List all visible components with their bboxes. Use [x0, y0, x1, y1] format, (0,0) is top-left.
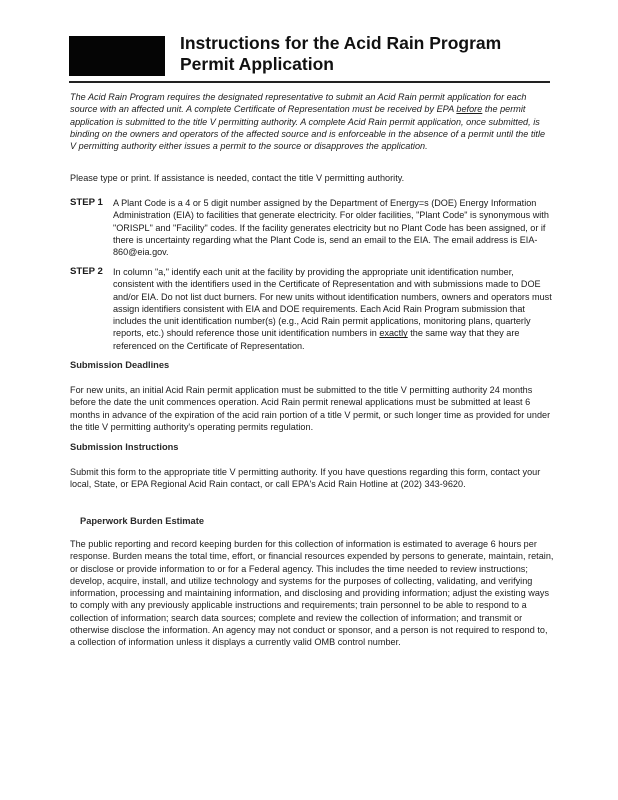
step-1-label: STEP 1 [70, 197, 103, 208]
submission-instructions-heading: Submission Instructions [70, 442, 179, 452]
step-2-label: STEP 2 [70, 266, 103, 277]
header-rule [69, 81, 550, 83]
intro-text-2: the permit application is submitted to the title V permitting authority. A complete Acid Rain permit application, once submitted, is binding on the owners and operators of the affected source and is enforceable in the absence of a permit until the title V permitting authority either issues a permit to the source or disapproves the application. [70, 104, 546, 152]
step-2-text [113, 266, 552, 352]
step-2-text-after: the same way that they are referenced on the Certificate of Representation. [113, 328, 520, 351]
submission-deadlines-heading: Submission Deadlines [70, 360, 170, 370]
submission-deadlines-text: For new units, an initial Acid Rain permit application must be submitted to the title V permitting authority 24 months before the date the unit commences operation. Acid Rain permit renewal applications must be submitted at least 6 months in advance of the expiration of the acid rain portion of a title V permit, or such longer time as provided for under the title V permitting authority's operating permits regulation. [70, 385, 551, 432]
submission-instructions-text: Submit this form to the appropriate title V permitting authority. If you have questions regarding this form, contact your local, State, or EPA Regional Acid Rain contact, or call EPA's Acid Rain Hotline at (202) 343-9620. [70, 467, 541, 490]
step-2-underlined: exactly [379, 328, 408, 339]
intro-underlined: before [456, 104, 483, 115]
redaction-block [69, 36, 165, 76]
intro-paragraph [70, 91, 552, 152]
paperwork-burden-heading: Paperwork Burden Estimate [80, 516, 204, 526]
document-header [69, 33, 549, 81]
title-line-2: Permit Application [180, 54, 334, 74]
assistance-paragraph: Please type or print. If assistance is needed, contact the title V permitting authority. [70, 173, 405, 183]
paperwork-burden-text: The public reporting and record keeping burden for this collection of information is estimated to average 6 hours per response. Burden means the total time, effort, or financial resources expended by persons to generate, maintain, retain, or disclose or provide information to or for a Federal agency. This includes the time needed to review instructions; develop, acquire, install, and utilize technology and systems for the purposes of collecting, validating, and verifying information, processing and maintaining information, and disclosing and providing information; adjust the existing ways to comply with any previously applicable instructions and requirements; train personnel to be able to respond to a collection of information; search data sources; complete and review the collection of information; and transmit or otherwise disclose the information. An agency may not conduct or sponsor, and a person is not required to respond to, a collection of information unless it displays a currently valid OMB control number. [70, 539, 554, 648]
page-title [180, 33, 501, 75]
title-line-1: Instructions for the Acid Rain Program [180, 33, 502, 53]
step-2-text-before: In column "a," identify each unit at the facility by providing the appropriate unit identification number, consistent with the identifiers used in the Certificate of Representation and with submissions made to DOE and/or EIA. Do not list duct burners. For new units without identification numbers, owners and operators must assign identifiers consistent with EIA and DOE requirements. Each Acid Rain Program submission that includes the unit identification number(s) (e.g., Acid Rain permit applications, monitoring plans, quarterly reports, etc.) should reference those unit identification numbers in [113, 267, 552, 339]
step-1-text: A Plant Code is a 4 or 5 digit number assigned by the Department of Energy=s (DOE) Energy Information Administration (EIA) to facilities that generate electricity. For older facilities, "Plant Code" is synonymous with "ORISPL" and "Facility" codes. If the facility generates electricity but no Plant Code has been assigned, or if there is uncertainty regarding what the Plant Code is, send an email to the EIA. The email address is EIA-860@eia.gov. [113, 198, 549, 258]
intro-text-1: The Acid Rain Program requires the designated representative to submit an Acid Rain permit application for each source with an affected unit. A complete Certificate of Representation must be received by EPA [70, 92, 527, 115]
